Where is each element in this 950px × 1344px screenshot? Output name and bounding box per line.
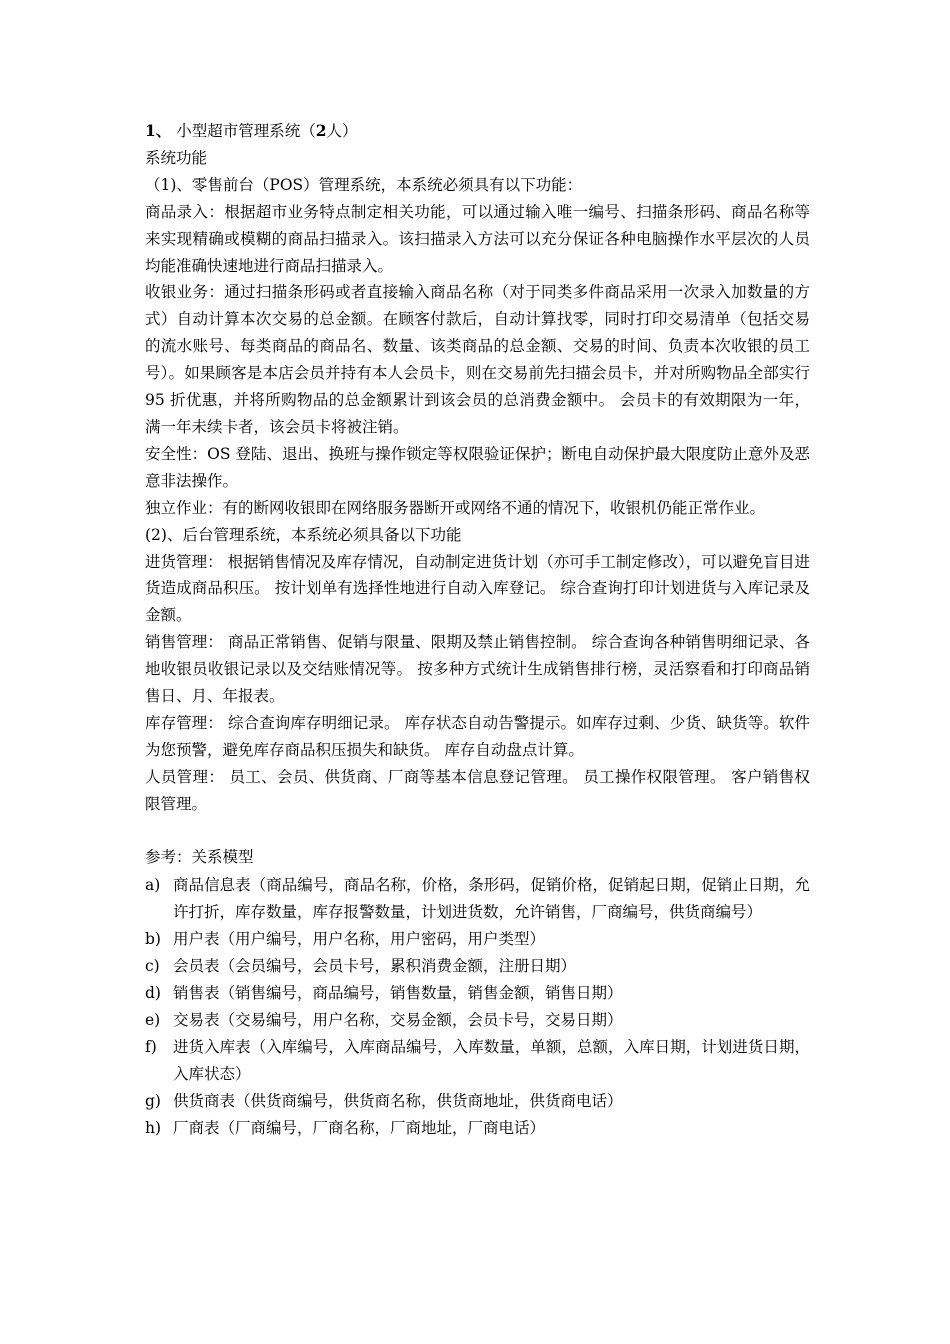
heading-number: 1、 <box>145 121 172 140</box>
list-item <box>145 1088 810 1115</box>
list-text: 交易表（交易编号，用户名称，交易金额，会员卡号，交易日期） <box>173 1011 623 1030</box>
list-text: 会员表（会员编号，会员卡号，累积消费金额，注册日期） <box>173 957 577 976</box>
list-text: 厂商表（厂商编号，厂商名称，厂商地址，厂商电话） <box>173 1119 546 1138</box>
list-item <box>145 980 810 1007</box>
list-marker: g) <box>145 1092 161 1111</box>
heading <box>145 118 810 145</box>
list-marker: c) <box>145 957 160 976</box>
list-item <box>145 1115 810 1142</box>
paragraph-pos-intro: （1)、零售前台（POS）管理系统，本系统必须具有以下功能： <box>145 175 583 194</box>
list-text: 商品信息表（商品编号，商品名称，价格，条形码，促销价格，促销起日期，促销止日期，允许打折，库存数量，库存报警数量，计划进货数，允许销售，厂商编号，供货商编号） <box>173 876 810 922</box>
heading-title-pre: 小型超市管理系统（ <box>176 122 316 140</box>
heading-title-num: 2 <box>315 121 327 140</box>
list-item <box>145 872 810 926</box>
paragraph-personnel: 人员管理： 员工、会员、供货商、厂商等基本信息登记管理。 员工操作权限管理。 客户销售权限管理。 <box>145 767 810 813</box>
list-text: 销售表（销售编号，商品编号，销售数量，销售金额，销售日期） <box>173 984 623 1003</box>
list-item <box>145 953 810 980</box>
section-label: 系统功能 <box>145 148 208 167</box>
list-marker: h) <box>145 1119 162 1138</box>
list-text: 进货入库表（入库编号，入库商品编号，入库数量，单额，总额，入库日期，计划进货日期，入库状态） <box>173 1038 810 1084</box>
list-marker: f) <box>145 1038 157 1057</box>
paragraph-product-entry: 商品录入：根据超市业务特点制定相关功能，可以通过输入唯一编号、扫描条形码、商品名称等来实现精确或模糊的商品扫描录入。该扫描录入方法可以充分保证各种电脑操作水平层次的人员均能准确快速地进行商品扫描录入。 <box>145 202 810 275</box>
list-item <box>145 1007 810 1034</box>
paragraph-cashier: 收银业务：通过扫描条形码或者直接输入商品名称（对于同类多件商品采用一次录入加数量的方式）自动计算本次交易的总金额。在顾客付款后，自动计算找零，同时打印交易清单（包括交易的流水账号、每类商品的商品名、数量、该类商品的总金额、交易的时间、负责本次收银的员工号）。如果顾客是本店会员并持有本人会员卡，则在交易前先扫描会员卡，并对所购物品全部实行 95 折优惠，并将所购物品的总金额累计到该会员的总消费金额中。 会员卡的有效期限为一年，满一年未续卡者，该会员卡将被注销。 <box>145 283 810 436</box>
list-item <box>145 1034 810 1088</box>
blank-line <box>145 818 810 844</box>
paragraph-security: 安全性：OS 登陆、退出、换班与操作锁定等权限验证保护；断电自动保护最大限度防止意外及恶意非法操作。 <box>145 444 810 490</box>
heading-title-post: 人） <box>326 122 358 140</box>
document-body <box>145 118 810 1142</box>
paragraph-inventory: 库存管理： 综合查询库存明细记录。 库存状态自动告警提示。如库存过剩、少货、缺货等。软件为您预警，避免库存商品积压损失和缺货。 库存自动盘点计算。 <box>145 713 810 759</box>
relation-list <box>145 872 810 1142</box>
list-marker: b) <box>145 930 161 949</box>
reference-label: 参考：关系模型 <box>145 847 254 866</box>
list-marker: e) <box>145 1011 161 1030</box>
list-marker: d) <box>145 984 161 1003</box>
list-marker: a) <box>145 876 161 895</box>
list-text: 用户表（用户编号，用户名称，用户密码，用户类型） <box>173 930 546 949</box>
list-item <box>145 926 810 953</box>
paragraph-sales: 销售管理： 商品正常销售、促销与限量、限期及禁止销售控制。 综合查询各种销售明细记录、各地收银员收银记录以及交结账情况等。 按多种方式统计生成销售排行榜，灵活察看和打印商品销售日、月、年报表。 <box>145 633 810 706</box>
paragraph-purchase: 进货管理： 根据销售情况及库存情况，自动制定进货计划（亦可手工制定修改），可以避免盲目进货造成商品积压。 按计划单有选择性地进行自动入库登记。 综合查询打印计划进货与入库记录及金额。 <box>145 552 810 625</box>
paragraph-standalone: 独立作业：有的断网收银即在网络服务器断开或网络不通的情况下，收银机仍能正常作业。 <box>145 498 766 517</box>
paragraph-backend-intro: (2)、后台管理系统，本系统必须具备以下功能 <box>145 525 462 544</box>
list-text: 供货商表（供货商编号，供货商名称，供货商地址，供货商电话） <box>173 1092 623 1111</box>
